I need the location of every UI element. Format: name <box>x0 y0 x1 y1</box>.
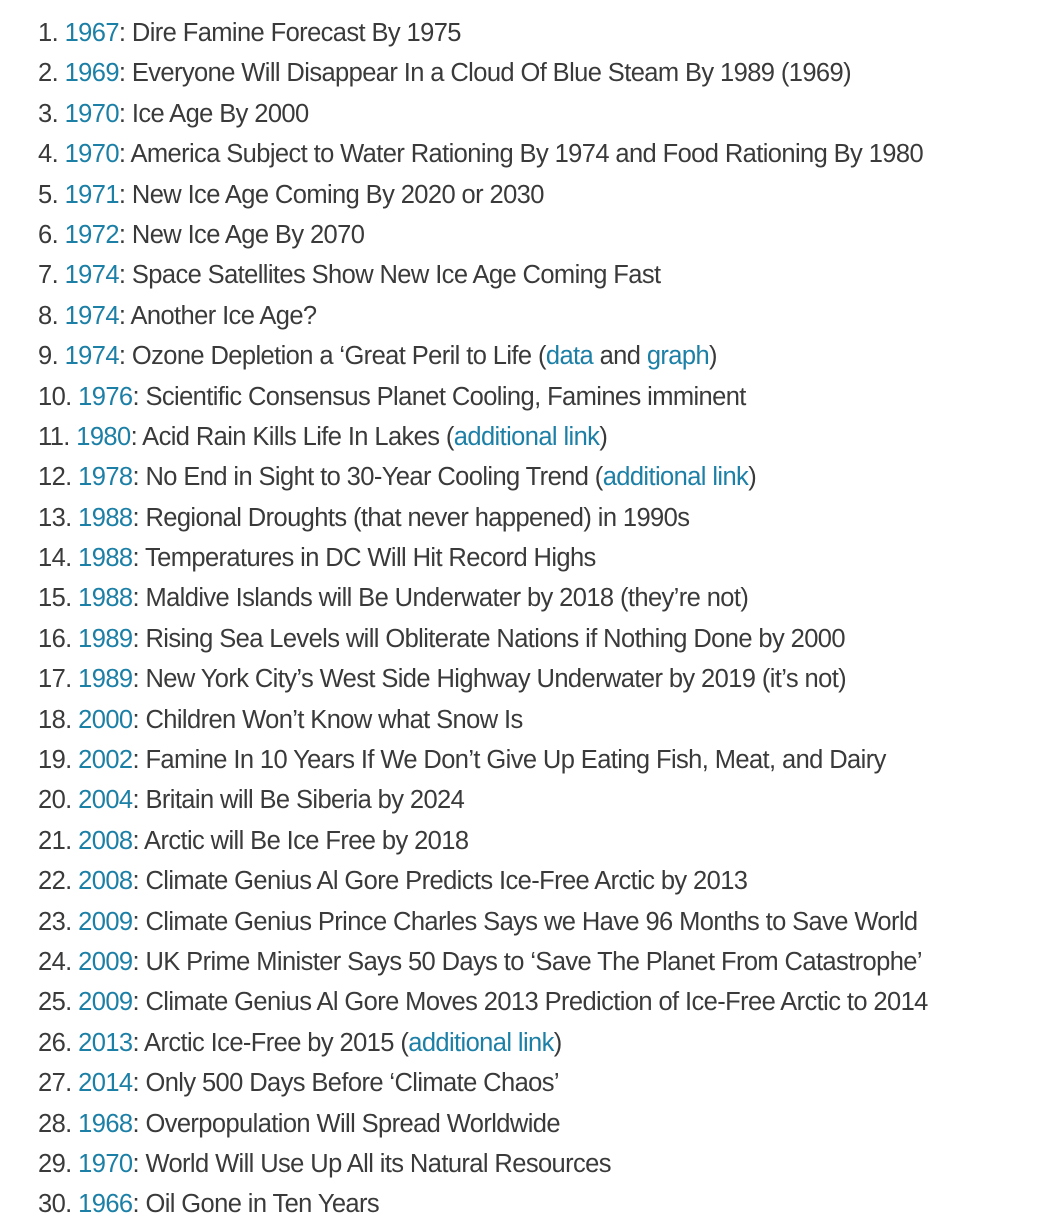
item-text: ) <box>599 422 608 451</box>
list-item <box>38 53 1056 93</box>
item-number: 20. <box>38 786 72 815</box>
item-number: 11. <box>38 422 70 451</box>
list-item <box>38 578 1056 618</box>
item-number: 22. <box>38 867 72 896</box>
item-text: : Everyone Will Disappear In a Cloud Of Blue Steam By 1989 (1969) <box>118 59 851 88</box>
list-item <box>38 619 1056 659</box>
item-text: : Ozone Depletion a ‘Great Peril to Life ( <box>118 342 546 371</box>
predictions-list <box>38 13 1056 1225</box>
item-text: : Children Won’t Know what Snow Is <box>132 705 523 734</box>
list-item <box>38 1063 1056 1103</box>
year-link[interactable]: 2004 <box>78 786 133 815</box>
year-link[interactable]: 1967 <box>64 19 119 47</box>
year-link[interactable]: 2008 <box>78 867 133 896</box>
year-link[interactable]: 1974 <box>64 342 119 371</box>
list-item <box>38 457 1056 497</box>
list-item <box>38 336 1056 376</box>
item-number: 6. <box>38 220 59 249</box>
year-link[interactable]: 1969 <box>64 59 119 88</box>
item-text: : Arctic will Be Ice Free by 2018 <box>132 826 469 855</box>
item-number: 2. <box>38 59 59 88</box>
item-text: : Oil Gone in Ten Years <box>132 1190 380 1219</box>
list-item <box>38 861 1056 901</box>
item-text: : Acid Rain Kills Life In Lakes ( <box>130 422 454 451</box>
item-text: : Another Ice Age? <box>118 301 317 330</box>
item-text: ) <box>553 1028 562 1057</box>
inline-link[interactable]: additional link <box>453 422 600 451</box>
list-item <box>38 982 1056 1022</box>
year-link[interactable]: 1989 <box>78 665 133 694</box>
item-text: ) <box>709 342 717 371</box>
item-number: 14. <box>38 544 72 573</box>
year-link[interactable]: 2009 <box>78 988 133 1017</box>
list-item <box>38 498 1056 538</box>
item-text: : Space Satellites Show New Ice Age Coming Fast <box>118 261 661 290</box>
item-text: : Famine In 10 Years If We Don’t Give Up Eating Fish, Meat, and Dairy <box>132 746 886 775</box>
item-text: : Regional Droughts (that never happened) in 1990s <box>132 503 690 532</box>
item-text: : New Ice Age By 2070 <box>118 220 365 249</box>
item-number: 29. <box>38 1149 72 1178</box>
list-item <box>38 13 1056 53</box>
year-link[interactable]: 2014 <box>78 1069 133 1098</box>
inline-link[interactable]: data <box>545 342 594 371</box>
list-item <box>38 942 1056 982</box>
item-number: 1. <box>38 19 59 47</box>
item-number: 12. <box>38 463 72 492</box>
list-item <box>38 538 1056 578</box>
year-link[interactable]: 1989 <box>78 624 133 653</box>
list-item <box>38 659 1056 699</box>
item-number: 7. <box>38 261 59 290</box>
year-link[interactable]: 1974 <box>64 261 119 290</box>
year-link[interactable]: 2002 <box>78 746 133 775</box>
item-number: 25. <box>38 988 72 1017</box>
list-item <box>38 175 1056 215</box>
list-item <box>38 1184 1056 1224</box>
item-number: 28. <box>38 1109 72 1138</box>
item-number: 9. <box>38 342 59 371</box>
list-item <box>38 821 1056 861</box>
inline-link[interactable]: additional link <box>408 1028 554 1057</box>
year-link[interactable]: 1976 <box>78 382 133 411</box>
item-text: : Only 500 Days Before ‘Climate Chaos’ <box>132 1069 559 1098</box>
item-number: 13. <box>38 503 72 532</box>
item-text: : Climate Genius Prince Charles Says we Have 96 Months to Save World <box>132 907 918 936</box>
list-item <box>38 902 1056 942</box>
year-link[interactable]: 1970 <box>78 1149 133 1178</box>
item-text: : Rising Sea Levels will Obliterate Nations if Nothing Done by 2000 <box>132 624 845 653</box>
list-item <box>38 740 1056 780</box>
item-number: 3. <box>38 99 59 128</box>
inline-link[interactable]: graph <box>646 342 710 371</box>
year-link[interactable]: 1974 <box>64 301 119 330</box>
item-number: 18. <box>38 705 72 734</box>
year-link[interactable]: 1988 <box>78 584 133 613</box>
item-number: 24. <box>38 947 72 976</box>
year-link[interactable]: 2000 <box>78 705 133 734</box>
item-number: 30. <box>38 1190 72 1219</box>
item-text: and <box>593 342 647 371</box>
year-link[interactable]: 1972 <box>64 220 119 249</box>
item-text: : Ice Age By 2000 <box>118 99 309 128</box>
year-link[interactable]: 1971 <box>64 180 119 209</box>
year-link[interactable]: 2008 <box>78 826 133 855</box>
year-link[interactable]: 1970 <box>64 99 119 128</box>
item-number: 5. <box>38 180 59 209</box>
item-number: 16. <box>38 624 72 653</box>
year-link[interactable]: 2009 <box>78 907 133 936</box>
year-link[interactable]: 1978 <box>78 463 133 492</box>
year-link[interactable]: 1988 <box>78 503 133 532</box>
item-text: ) <box>748 463 757 492</box>
item-text: : Maldive Islands will Be Underwater by 2018 (they’re not) <box>132 584 749 613</box>
item-text: : Overpopulation Will Spread Worldwide <box>132 1109 560 1138</box>
item-text: : Climate Genius Al Gore Predicts Ice-Free Arctic by 2013 <box>132 867 748 896</box>
item-number: 4. <box>38 140 59 169</box>
item-text: : World Will Use Up All its Natural Resources <box>132 1149 611 1178</box>
year-link[interactable]: 1980 <box>76 422 131 451</box>
list-item <box>38 1144 1056 1184</box>
list-item <box>38 255 1056 295</box>
item-number: 8. <box>38 301 59 330</box>
item-text: : New York City’s West Side Highway Underwater by 2019 (it’s not) <box>132 665 847 694</box>
list-item <box>38 1104 1056 1144</box>
year-link[interactable]: 1966 <box>78 1190 133 1219</box>
list-item <box>38 215 1056 255</box>
item-number: 15. <box>38 584 72 613</box>
item-number: 21. <box>38 826 72 855</box>
item-text: : UK Prime Minister Says 50 Days to ‘Save The Planet From Catastrophe’ <box>132 947 922 976</box>
item-text: : New Ice Age Coming By 2020 or 2030 <box>118 180 544 209</box>
item-text: : Arctic Ice-Free by 2015 ( <box>132 1028 409 1057</box>
list-item <box>38 700 1056 740</box>
list-item <box>38 94 1056 134</box>
item-number: 27. <box>38 1069 72 1098</box>
item-text: : Climate Genius Al Gore Moves 2013 Prediction of Ice-Free Arctic to 2014 <box>132 988 928 1017</box>
year-link[interactable]: 1968 <box>78 1109 133 1138</box>
list-item <box>38 417 1056 457</box>
list-item <box>38 296 1056 336</box>
item-number: 10. <box>38 382 72 411</box>
item-number: 19. <box>38 746 72 775</box>
item-text: : No End in Sight to 30-Year Cooling Trend ( <box>132 463 603 492</box>
item-text: : America Subject to Water Rationing By 1974 and Food Rationing By 1980 <box>118 140 924 169</box>
list-item <box>38 780 1056 820</box>
item-text: : Britain will Be Siberia by 2024 <box>132 786 465 815</box>
item-text: : Scientific Consensus Planet Cooling, Famines imminent <box>132 382 746 411</box>
item-number: 23. <box>38 907 72 936</box>
inline-link[interactable]: additional link <box>602 463 749 492</box>
year-link[interactable]: 1970 <box>64 140 119 169</box>
item-text: : Dire Famine Forecast By 1975 <box>118 19 461 47</box>
year-link[interactable]: 2013 <box>78 1028 133 1057</box>
list-item <box>38 377 1056 417</box>
item-number: 17. <box>38 665 72 694</box>
list-item <box>38 134 1056 174</box>
item-text: : Temperatures in DC Will Hit Record Highs <box>132 544 596 573</box>
list-item <box>38 1023 1056 1063</box>
item-number: 26. <box>38 1028 72 1057</box>
year-link[interactable]: 1988 <box>78 544 133 573</box>
year-link[interactable]: 2009 <box>78 947 133 976</box>
